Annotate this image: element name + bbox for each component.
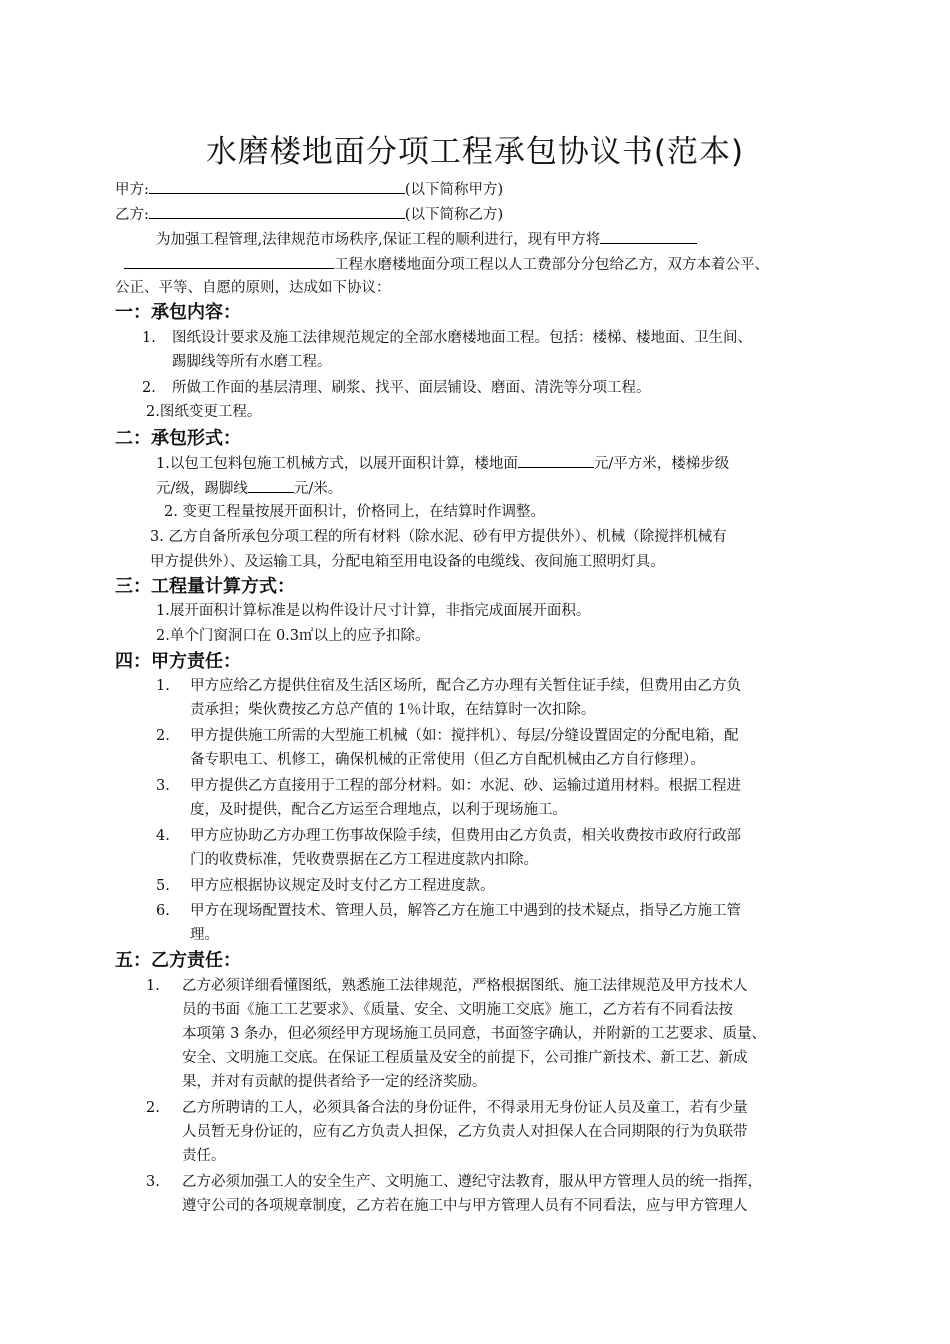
- list-number: 1.: [142, 330, 156, 346]
- s2-item-3-line-2: 甲方提供外）、及运输工具，分配电箱至用电设备的电缆线、夜间施工照明灯具。: [150, 554, 665, 570]
- s2-item-1-text-a: 1.以包工包料包施工机械方式，以展开面积计算，楼地面: [156, 456, 518, 472]
- list-number: 4.: [156, 828, 170, 844]
- skirting-price-blank: [248, 477, 294, 493]
- list-number: 2.: [156, 728, 170, 744]
- s2-item-2: 2. 变更工程量按展开面积计，价格同上，在结算时作调整。: [164, 504, 545, 520]
- s4-item-1-line-2: 责承担；柴伙费按乙方总产值的 1％计取，在结算时一次扣除。: [190, 702, 596, 718]
- section-3-heading: 三：工程量计算方式：: [115, 576, 295, 597]
- s5-item-2-line-3: 责任。: [182, 1148, 226, 1164]
- list-number: 6.: [156, 903, 170, 919]
- s1-item-3: 2.图纸变更工程。: [146, 404, 262, 420]
- intro-text-1: 为加强工程管理,法律规范市场秩序,保证工程的顺利进行，现有甲方将: [156, 232, 601, 248]
- s1-item-1-line-1: 图纸设计要求及施工法律规范规定的全部水磨楼地面工程。包括：楼梯、楼地面、卫生间、: [172, 330, 752, 346]
- s1-item-1-line-2: 踢脚线等所有水磨工程。: [172, 354, 332, 370]
- list-number: 2.: [142, 380, 156, 396]
- s4-item-5: 甲方应根据协议规定及时支付乙方工程进度款。: [190, 878, 495, 894]
- list-number: 1.: [146, 978, 160, 994]
- intro-line-1: [156, 228, 697, 250]
- s2-item-1-text-b: 元/平方米，楼梯步级: [593, 456, 730, 472]
- party-a-line: [115, 178, 503, 200]
- s2-item-3-line-1: 3. 乙方自备所承包分项工程的所有材料（除水泥、砂有甲方提供外）、机械（除搅拌机械有: [150, 529, 727, 545]
- party-b-blank: [149, 203, 405, 219]
- s4-item-6-line-2: 理。: [190, 927, 219, 943]
- s4-item-1-line-1: 甲方应给乙方提供住宿及生活区场所，配合乙方办理有关暂住证手续，但费用由乙方负: [190, 678, 741, 694]
- s4-item-2-line-1: 甲方提供施工所需的大型施工机械（如：搅拌机）、每层/分缝设置固定的分配电箱，配: [190, 728, 739, 744]
- s4-item-4-line-2: 门的收费标准，凭收费票据在乙方工程进度款内扣除。: [190, 852, 538, 868]
- project-name-blank-1: [600, 228, 697, 244]
- party-a-suffix: (以下简称甲方): [404, 182, 504, 198]
- document-title: 水磨楼地面分项工程承包协议书(范本): [205, 134, 745, 170]
- party-b-line: [115, 203, 503, 225]
- s2-item-1-text-d: 元/米。: [293, 481, 343, 497]
- list-number: 3.: [146, 1174, 160, 1190]
- intro-line-2: [124, 253, 769, 275]
- s2-item-1-line-2: [156, 477, 342, 499]
- s4-item-3-line-1: 甲方提供乙方直接用于工程的部分材料。如：水泥、砂、运输过道用材料。根据工程进: [190, 778, 741, 794]
- project-name-blank-2: [124, 253, 334, 269]
- s4-item-4-line-1: 甲方应协助乙方办理工伤事故保险手续，但费用由乙方负责，相关收费按市政府行政部: [190, 828, 741, 844]
- intro-text-2: 工程水磨楼地面分项工程以人工费部分分包给乙方，双方本着公平、: [334, 257, 769, 273]
- s5-item-1-line-5: 果，并对有贡献的提供者给予一定的经济奖励。: [182, 1074, 487, 1090]
- s5-item-2-line-2: 人员暂无身份证的，应有乙方负责人担保，乙方负责人对担保人在合同期限的行为负联带: [182, 1124, 748, 1140]
- party-b-label: 乙方:: [115, 207, 149, 223]
- list-number: 2.: [146, 1100, 160, 1116]
- party-a-blank: [149, 178, 405, 194]
- s3-item-1: 1.展开面积计算标准是以构件设计尺寸计算，非指完成面展开面积。: [156, 603, 591, 619]
- party-a-label: 甲方:: [115, 182, 149, 198]
- s5-item-1-line-4: 安全、文明施工交底。在保证工程质量及安全的前提下，公司推广新技术、新工艺、新成: [182, 1050, 748, 1066]
- s4-item-6-line-1: 甲方在现场配置技术、管理人员，解答乙方在施工中遇到的技术疑点，指导乙方施工管: [190, 903, 741, 919]
- section-2-heading: 二：承包形式：: [115, 428, 241, 449]
- s2-item-1-text-c: 元/级，踢脚线: [156, 481, 248, 497]
- s5-item-1-line-1: 乙方必须详细看懂图纸，熟悉施工法律规范，严格根据图纸、施工法律规范及甲方技术人: [182, 978, 748, 994]
- s5-item-2-line-1: 乙方所聘请的工人，必须具备合法的身份证件，不得录用无身份证人员及童工，若有少量: [182, 1100, 748, 1116]
- s4-item-2-line-2: 备专职电工、机修工，确保机械的正常使用（但乙方自配机械由乙方自行修理）。: [190, 752, 705, 768]
- section-4-heading: 四：甲方责任：: [115, 651, 241, 672]
- section-1-heading: 一：承包内容：: [115, 302, 241, 323]
- list-number: 1.: [156, 678, 170, 694]
- s5-item-1-line-3: 本项第 3 条办，但必须经甲方现场施工员同意，书面签字确认，并附新的工艺要求、质量、: [182, 1026, 766, 1042]
- s5-item-1-line-2: 员的书面《施工工艺要求》、《质量、安全、文明施工交底》施工，乙方若有不同看法按: [182, 1002, 733, 1018]
- s4-item-3-line-2: 度，及时提供，配合乙方运至合理地点，以利于现场施工。: [190, 802, 567, 818]
- s2-item-1-line-1: [156, 452, 729, 474]
- intro-line-3: 公正、平等、自愿的原则，达成如下协议：: [115, 280, 391, 296]
- list-number: 3.: [156, 778, 170, 794]
- floor-price-blank: [518, 452, 594, 468]
- section-5-heading: 五：乙方责任：: [115, 950, 241, 971]
- s3-item-2: 2.单个门窗洞口在 0.3㎡以上的应予扣除。: [156, 628, 430, 644]
- s1-item-2: 所做工作面的基层清理、刷浆、找平、面层铺设、磨面、清洗等分项工程。: [172, 380, 651, 396]
- s5-item-3-line-2: 遵守公司的各项规章制度，乙方若在施工中与甲方管理人员有不同看法，应与甲方管理人: [182, 1198, 748, 1214]
- s5-item-3-line-1: 乙方必须加强工人的安全生产、文明施工、遵纪守法教育，服从甲方管理人员的统一指挥，: [182, 1174, 762, 1190]
- party-b-suffix: (以下简称乙方): [404, 207, 504, 223]
- list-number: 5.: [156, 878, 170, 894]
